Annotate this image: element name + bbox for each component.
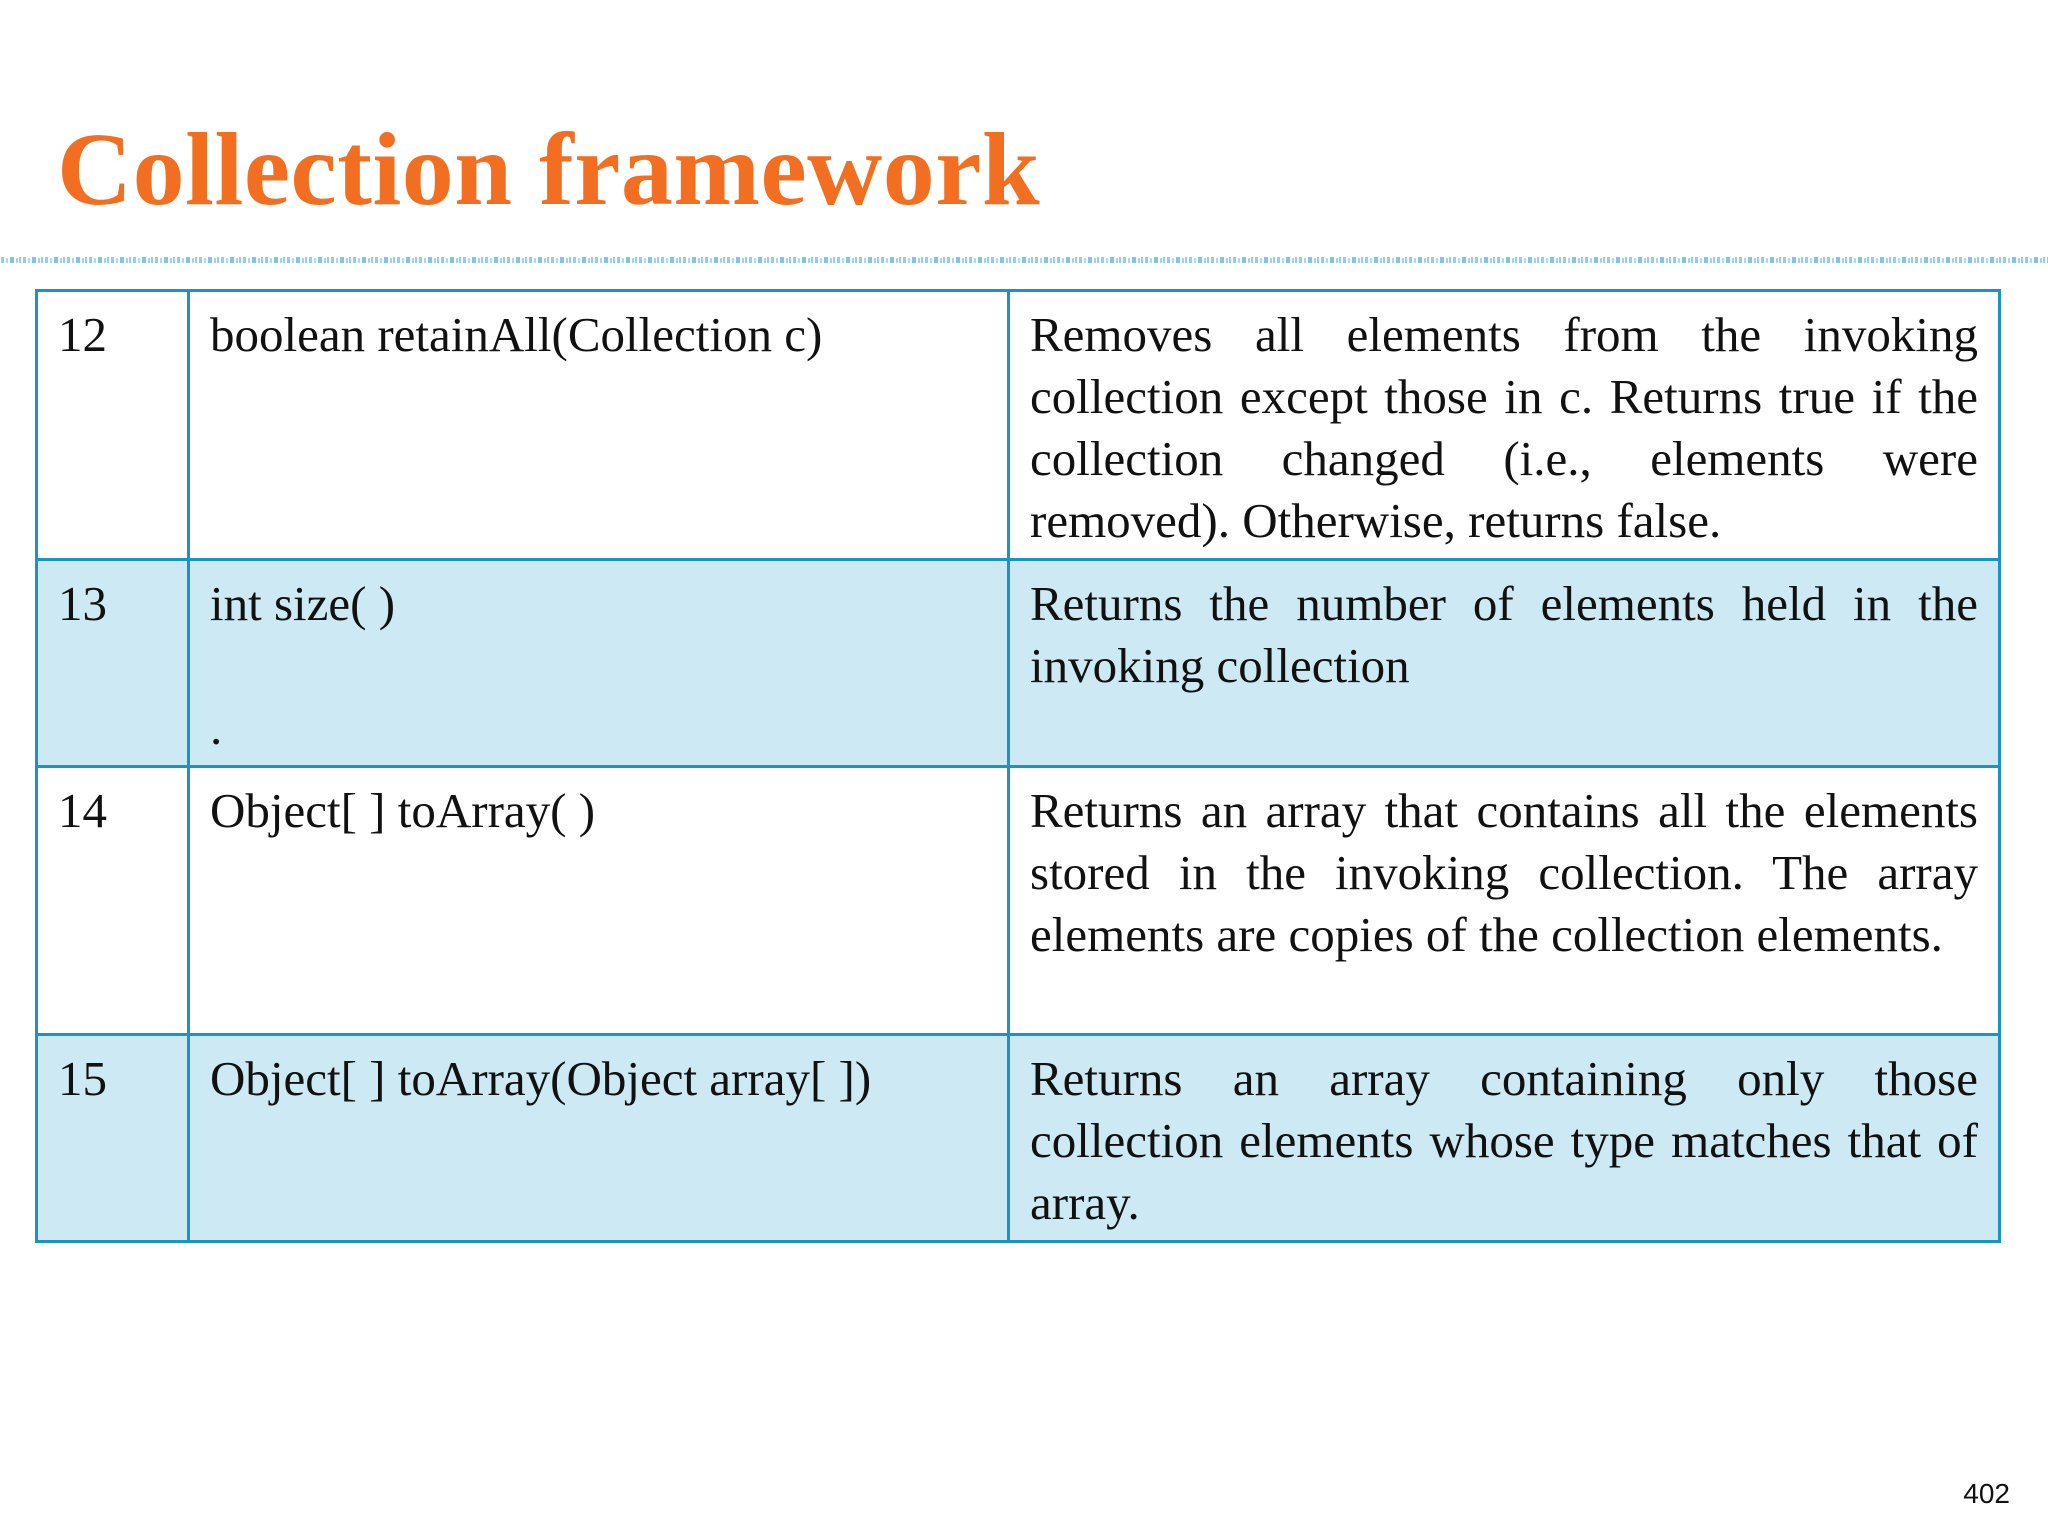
method-description: Returns the number of elements held in the invoking collection <box>1009 560 2000 767</box>
method-signature: int size( ) <box>210 576 396 631</box>
method-signature: Object[ ] toArray(Object array[ ]) <box>189 1035 1009 1242</box>
row-number: 14 <box>37 767 189 1035</box>
method-description: Returns an array containing only those collection elements whose type matches that of array. <box>1009 1035 2000 1242</box>
method-description: Removes all elements from the invoking collection except those in c. Returns true if the collection changed (i.e., elements were removed). Otherwise, returns false. <box>1009 291 2000 560</box>
slide-title: Collection framework <box>57 112 1041 227</box>
method-description: Returns an array that contains all the elements stored in the invoking collection. The array elements are copies of the collection elements. <box>1009 767 2000 1035</box>
title-divider-pattern <box>0 255 2048 265</box>
page-number: 402 <box>1963 1478 2010 1509</box>
row-number: 13 <box>37 560 189 767</box>
row-number: 12 <box>37 291 189 560</box>
method-cell <box>189 560 1009 767</box>
table-row <box>37 767 2000 1035</box>
method-signature: boolean retainAll(Collection c) <box>189 291 1009 560</box>
table-row <box>37 291 2000 560</box>
table-row <box>37 1035 2000 1242</box>
collection-methods-table <box>35 289 2001 1243</box>
row-number: 15 <box>37 1035 189 1242</box>
stray-period: . <box>210 700 223 755</box>
table-row <box>37 560 2000 767</box>
method-signature: Object[ ] toArray( ) <box>189 767 1009 1035</box>
